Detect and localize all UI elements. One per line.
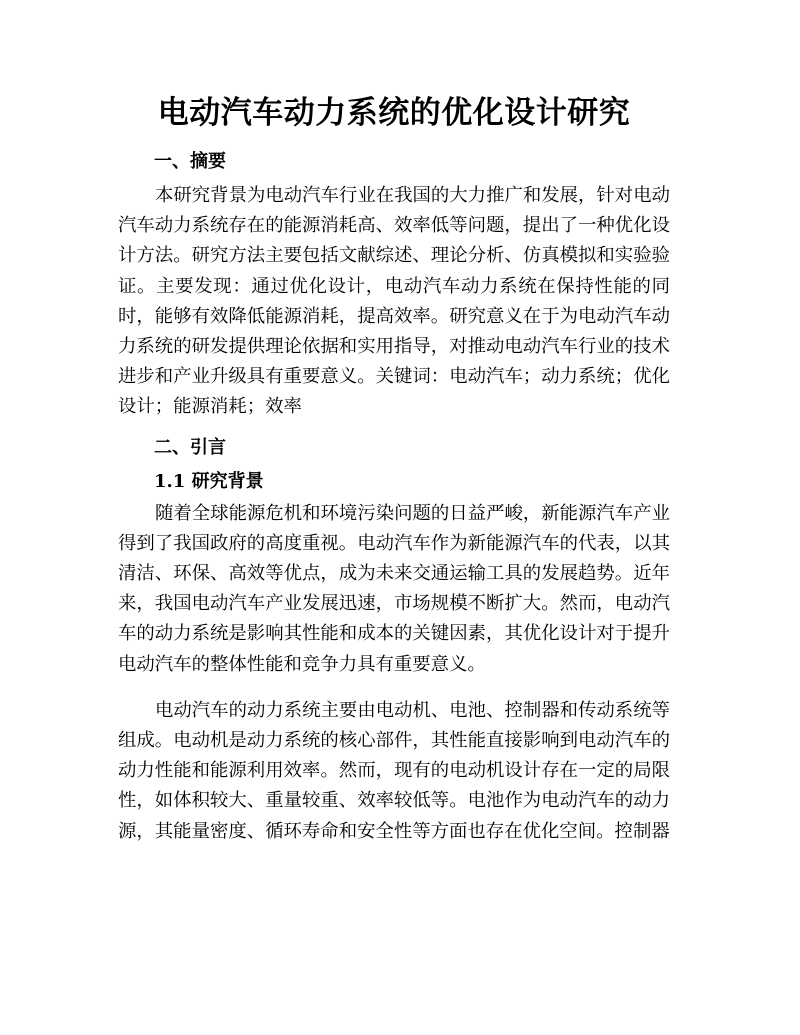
paragraph-gap bbox=[118, 680, 670, 696]
subsection-heading-research-background: 1.1 研究背景 bbox=[154, 470, 264, 492]
section-heading-abstract: 一、摘要 bbox=[154, 151, 226, 172]
section-heading-introduction: 二、引言 bbox=[154, 436, 226, 458]
document-title: 电动汽车动力系统的优化设计研究 bbox=[157, 95, 631, 131]
introduction-paragraph-2: 电动汽车的动力系统主要由电动机、电池、控制器和传动系统等组成。电动机是动力系统的核心部件，其性能直接影响到电动汽车的动力性能和能源利用效率。然而，现有的电动机设计存在一定的局限性，如体积较大、重量较重、效率较低等。电池作为电动汽车的动力源，其能量密度、循环寿命和安全性等方面也存在优化空间。控制器 bbox=[118, 699, 670, 842]
abstract-paragraph: 本研究背景为电动汽车行业在我国的大力推广和发展，针对电动汽车动力系统存在的能源消耗高、效率低等问题，提出了一种优化设计方法。研究方法主要包括文献综述、理论分析、仿真模拟和实验验证。主要发现：通过优化设计，电动汽车动力系统在保持性能的同时，能够有效降低能源消耗，提高效率。研究意义在于为电动汽车动力系统的研发提供理论依据和实用指导，对推动电动汽车行业的技术进步和产业升级具有重要意义。关键词：电动汽车；动力系统；优化设计；能源消耗；效率 bbox=[118, 185, 670, 418]
introduction-paragraph-1: 随着全球能源危机和环境污染问题的日益严峻，新能源汽车产业得到了我国政府的高度重视。电动汽车作为新能源汽车的代表，以其清洁、环保、高效等优点，成为未来交通运输工具的发展趋势。近年来，我国电动汽车产业发展迅速，市场规模不断扩大。然而，电动汽车的动力系统是影响其性能和成本的关键因素，其优化设计对于提升电动汽车的整体性能和竞争力具有重要意义。 bbox=[118, 502, 670, 675]
